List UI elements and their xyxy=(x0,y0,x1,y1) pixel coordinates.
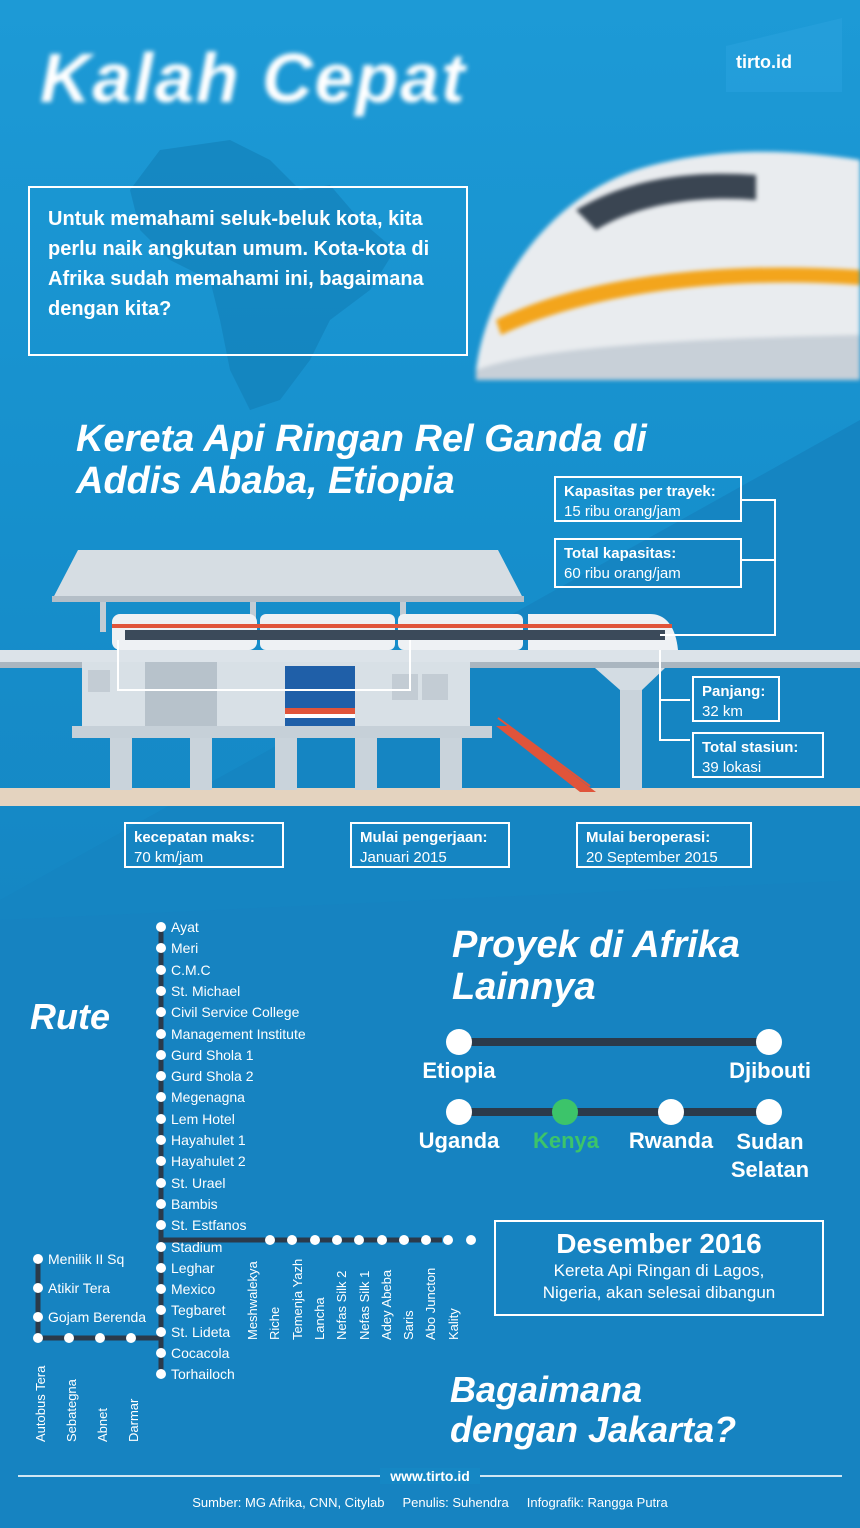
station-dot-icon xyxy=(156,965,166,975)
station-label: Civil Service College xyxy=(171,1004,300,1021)
projects-title-line2: Lainnya xyxy=(452,966,596,1008)
project-dot-sudan-selatan xyxy=(756,1099,782,1125)
project-dot-etiopia xyxy=(446,1029,472,1055)
station-dot-icon xyxy=(33,1254,43,1264)
station-dot-icon xyxy=(156,986,166,996)
lagos-info-box xyxy=(494,1220,824,1316)
station-label-vertical: Darmar xyxy=(126,1398,141,1442)
station-label: St. Michael xyxy=(171,982,241,999)
station-label: Gurd Shola 2 xyxy=(171,1068,254,1085)
project-dot-uganda xyxy=(446,1099,472,1125)
station-label-vertical: Saris xyxy=(401,1310,417,1340)
station-label: Ayat xyxy=(171,919,199,935)
stat-construction-start: Mulai pengerjaan: Januari 2015 xyxy=(350,822,510,868)
station-label-vertical: Meshwalekya xyxy=(245,1261,260,1340)
station-dot-icon xyxy=(33,1283,43,1293)
project-dot-kenya xyxy=(552,1099,578,1125)
station-label: Megenagna xyxy=(171,1089,245,1106)
station-dot-icon xyxy=(156,1199,166,1209)
addis-title-line2: Addis Ababa, Etiopia xyxy=(76,460,455,502)
station-label: Mexico xyxy=(171,1281,216,1298)
project-label-rwanda: Rwanda xyxy=(628,1128,714,1153)
stat-operation-start: Mulai beroperasi: 20 September 2015 xyxy=(576,822,752,868)
footer-url[interactable]: www.tirto.id xyxy=(0,1468,860,1484)
station-label: Cocacola xyxy=(171,1345,230,1361)
stat-length: Panjang: 32 km xyxy=(692,676,780,722)
station-dot-icon xyxy=(156,1135,166,1145)
station-label: Hayahulet 1 xyxy=(171,1132,246,1148)
station-label: Atikir Tera xyxy=(48,1280,110,1296)
station-label: Bambis xyxy=(171,1195,218,1212)
projects-title-line1: Proyek di Afrika xyxy=(452,924,740,966)
station-label-vertical: Nefas Silk 2 xyxy=(334,1270,350,1340)
station-label-vertical: Riche xyxy=(267,1306,283,1340)
station-label-vertical: Kality xyxy=(445,1308,461,1340)
station-dot-icon xyxy=(156,1348,166,1358)
intro-box: Untuk memahami seluk-beluk kota, kita perlu naik angkutan umum. Kota-kota di Afrika sudah memahami ini, bagaimana dengan kita? xyxy=(28,186,468,356)
station-label: Menilik II Sq xyxy=(48,1251,125,1267)
route-title: Rute xyxy=(30,996,110,1037)
logo-text: tirto.id xyxy=(736,52,792,72)
project-dot-djibouti xyxy=(756,1029,782,1055)
station-label-vertical: Abo Juncton xyxy=(423,1267,439,1340)
station-label: Gurd Shola 1 xyxy=(171,1046,254,1063)
page-title: Kalah Cepat xyxy=(40,39,467,117)
project-label-sudan-selatan: Sudan Selatan xyxy=(730,1129,810,1182)
lagos-date: Desember 2016 xyxy=(556,1228,762,1259)
station-dot-icon xyxy=(156,922,166,932)
station-label: St. Lideta xyxy=(171,1323,231,1340)
station-label-vertical: Temenja Yazh xyxy=(289,1258,305,1340)
footer-sources: Sumber: MG Afrika, CNN, Citylab xyxy=(192,1495,385,1510)
stat-capacity-per-route: Kapasitas per trayek: 15 ribu orang/jam xyxy=(554,476,742,522)
station-label-vertical: Autobus Tera xyxy=(33,1365,48,1442)
project-label-uganda: Uganda xyxy=(418,1128,500,1153)
station-label: Leghar xyxy=(171,1259,215,1276)
station-dot-icon xyxy=(33,1312,43,1322)
footer-designer: Infografik: Rangga Putra xyxy=(526,1495,668,1510)
station-label: Torhailoch xyxy=(171,1366,235,1383)
station-dot-icon xyxy=(377,1235,387,1245)
station-label-vertical: Nefas Silk 1 xyxy=(356,1270,372,1340)
stat-total-capacity: Total kapasitas: 60 ribu orang/jam xyxy=(554,538,742,588)
project-label-etiopia: Etiopia xyxy=(422,1058,496,1083)
projects-title xyxy=(452,924,740,1008)
station-dot-icon xyxy=(126,1333,136,1343)
stat-total-stations: Total stasiun: 39 lokasi xyxy=(692,732,824,778)
station-label-vertical: Lancha xyxy=(311,1297,327,1340)
station-dot-icon xyxy=(265,1235,275,1245)
lagos-text-line2: Nigeria, akan selesai dibangun xyxy=(542,1283,776,1302)
station-label: Stadium xyxy=(171,1238,223,1255)
station-label: C.M.C xyxy=(171,961,211,978)
station-label-vertical: Sebategna xyxy=(64,1379,79,1442)
project-label-djibouti: Djibouti xyxy=(729,1058,811,1083)
station-label: Tegbaret xyxy=(171,1302,226,1319)
station-dot-icon xyxy=(156,1327,166,1337)
high-speed-train-illustration xyxy=(456,140,860,380)
project-dot-rwanda xyxy=(658,1099,684,1125)
station-label: Management Institute xyxy=(171,1025,306,1042)
addis-title-line1: Kereta Api Ringan Rel Ganda di xyxy=(76,418,647,460)
station-dot-icon xyxy=(332,1235,342,1245)
station-dot-icon xyxy=(64,1333,74,1343)
jakarta-question-line1: Bagaimana xyxy=(450,1369,643,1410)
station-label: Hayahulet 2 xyxy=(171,1153,246,1170)
station-label-vertical: Abnet xyxy=(95,1408,110,1442)
lagos-text-line1: Kereta Api Ringan di Lagos, xyxy=(553,1261,765,1280)
station-dot-icon xyxy=(156,1242,166,1252)
project-label-kenya: Kenya xyxy=(532,1128,600,1153)
station-dot-icon xyxy=(310,1235,320,1245)
jakarta-question xyxy=(450,1370,736,1450)
footer-credits xyxy=(0,1495,860,1510)
station-dot-icon xyxy=(156,1263,166,1273)
station-dot-icon xyxy=(466,1235,476,1245)
station-dot-icon xyxy=(33,1333,43,1343)
station-label: Gojam Berenda xyxy=(48,1309,147,1325)
footer-writer: Penulis: Suhendra xyxy=(402,1495,509,1510)
station-dot-icon xyxy=(95,1333,105,1343)
stat-max-speed: kecepatan maks: 70 km/jam xyxy=(124,822,284,868)
station-label: St. Estfanos xyxy=(171,1217,247,1234)
station-label: St. Urael xyxy=(171,1174,226,1191)
jakarta-question-line2: dengan Jakarta? xyxy=(450,1409,737,1450)
station-label: Meri xyxy=(171,940,199,957)
station-dot-icon xyxy=(156,1178,166,1188)
station-label-vertical: Adey Abeba xyxy=(378,1269,394,1340)
station-label: Lem Hotel xyxy=(171,1110,235,1127)
station-dot-icon xyxy=(399,1235,409,1245)
